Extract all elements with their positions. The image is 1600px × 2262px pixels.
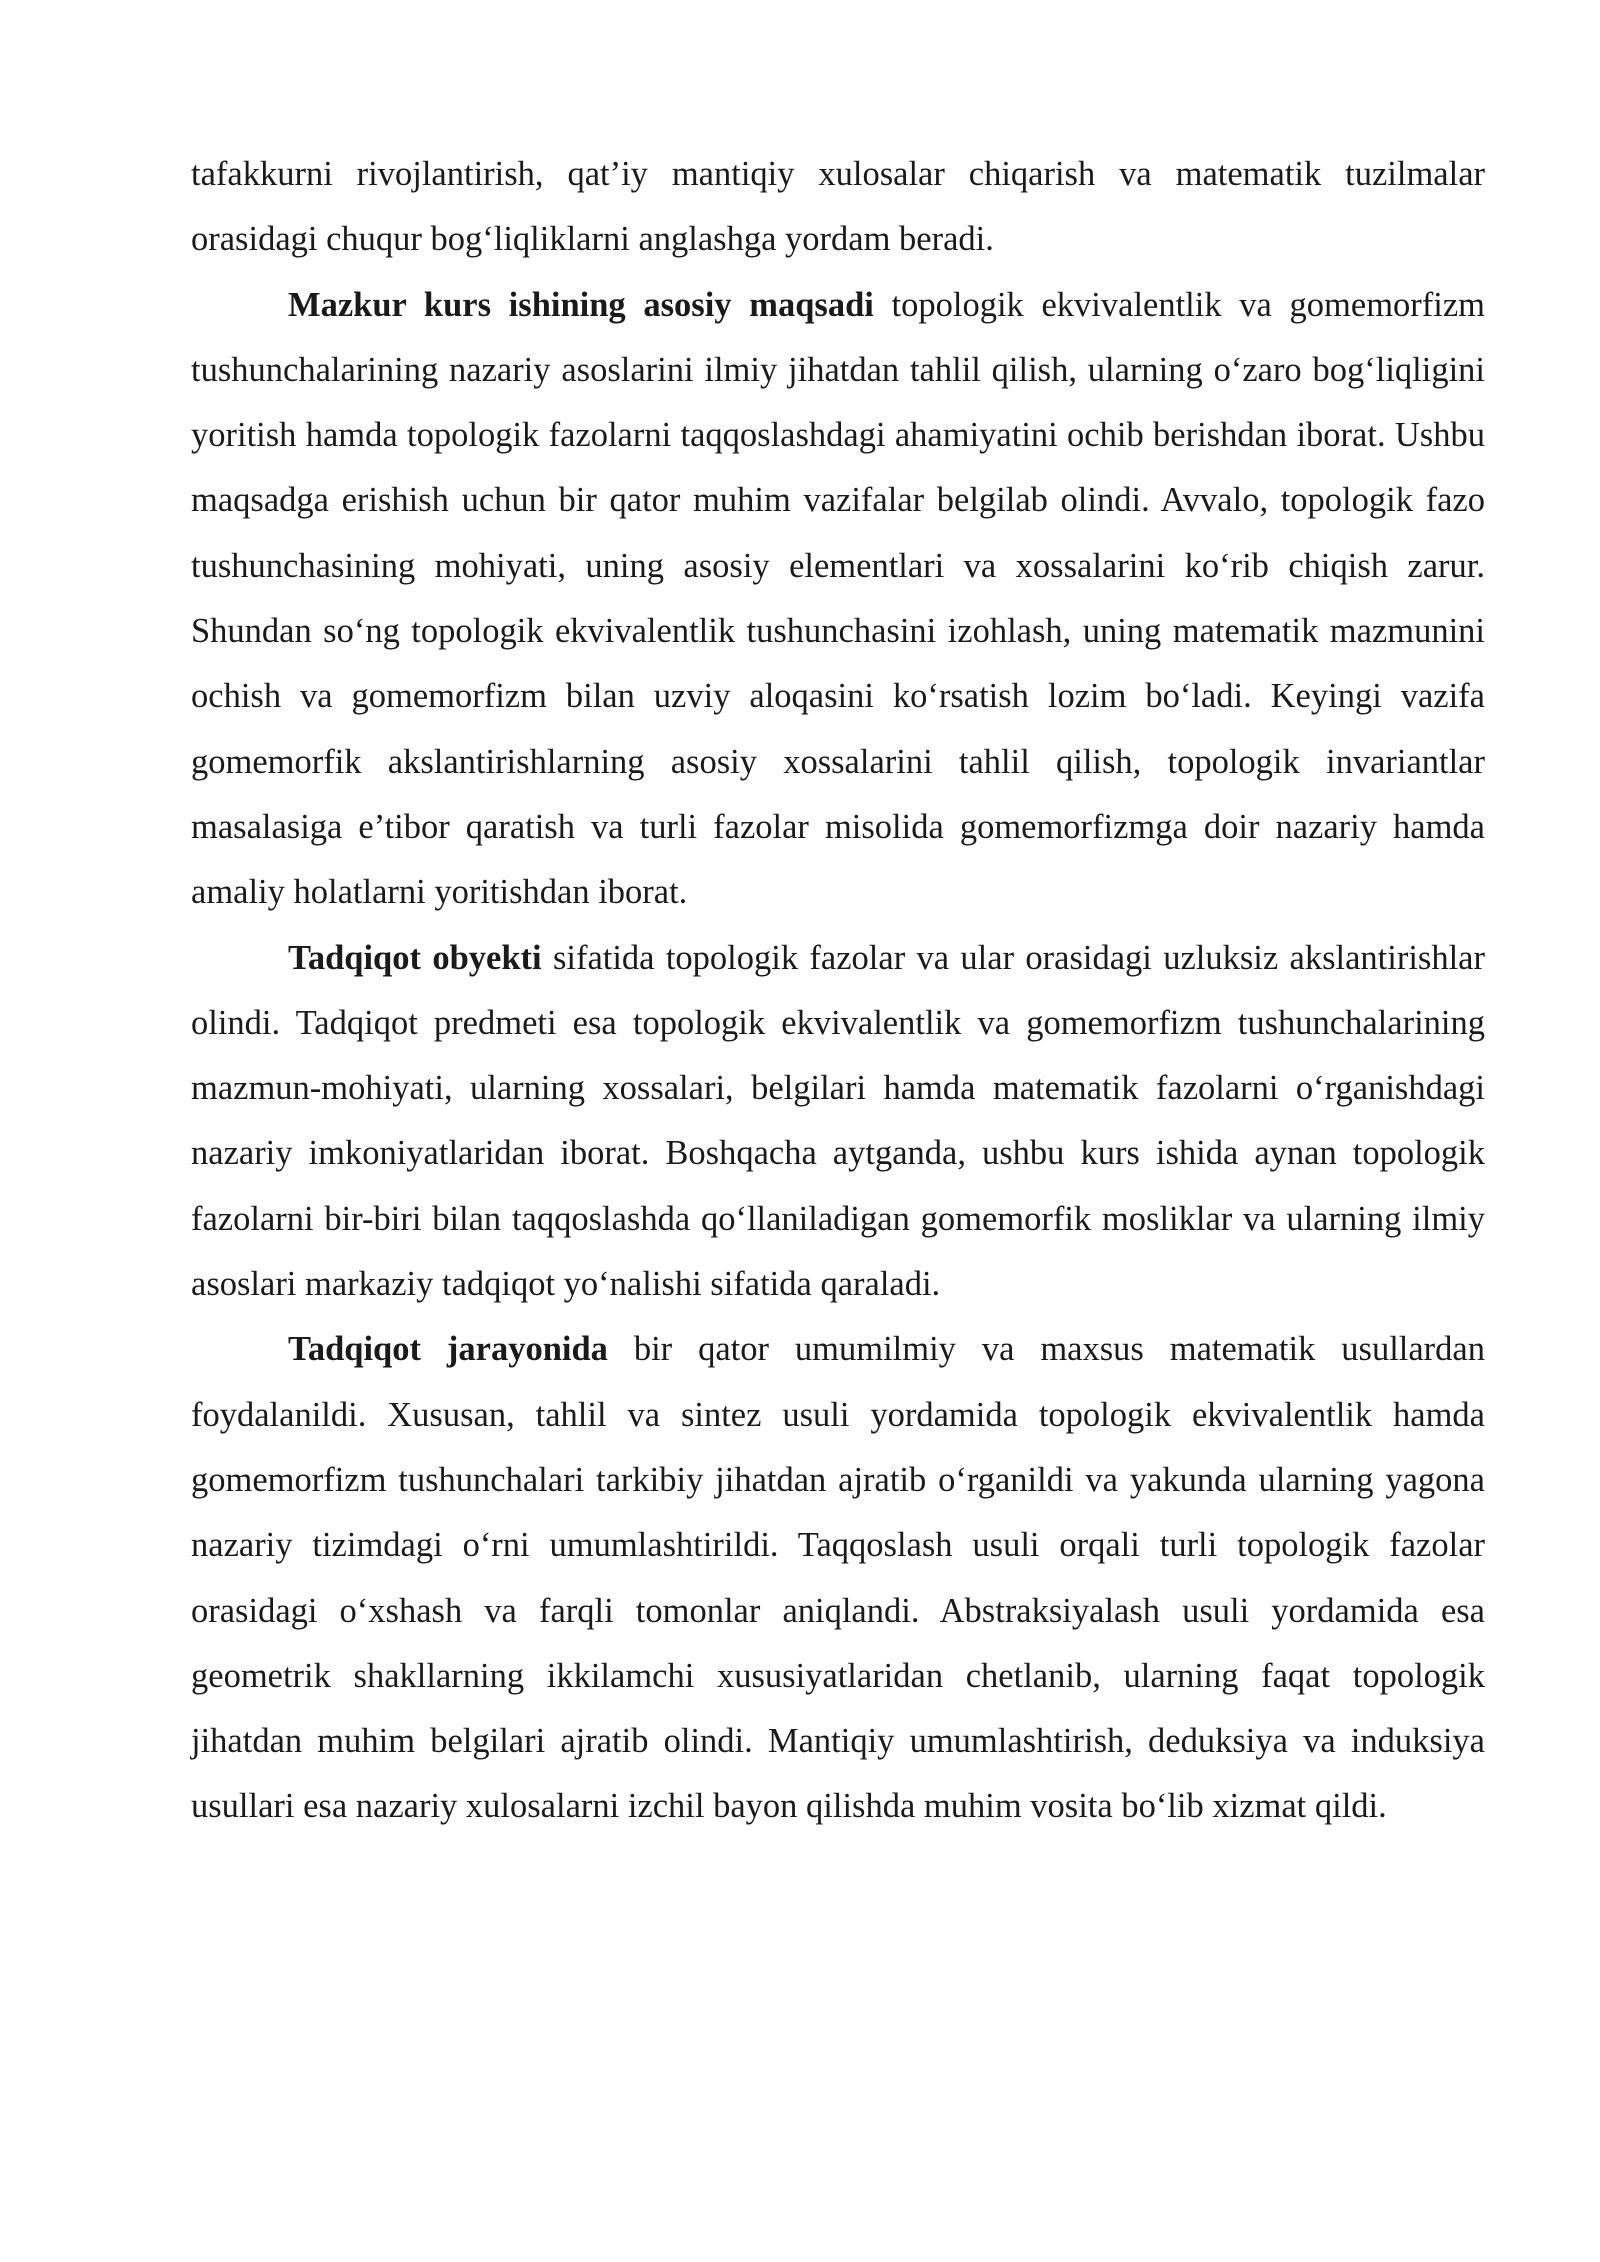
paragraph-text: sifatida topologik fazolar va ular orasidagi uzluksiz akslantirishlar olindi. Tadqiqot predmeti esa topologik ekvivalentlik va gomemorfizm tushunchalarining mazmun-mohiyati, ularning xossalari, belgilari hamda matematik fazolarni o‘rganishdagi nazariy imkoniyatlaridan iborat. Boshqacha aytganda, ushbu kurs ishida aynan topologik fazolarni bir-biri bilan taqqoslashda qo‘llaniladigan gomemorfik mosliklar va ularning ilmiy asoslari markaziy tadqiqot yo‘nalishi sifatida qaraladi.	[191, 938, 1485, 1304]
paragraph-object	[191, 926, 1485, 1318]
paragraph-methods	[191, 1317, 1485, 1839]
document-page	[191, 142, 1485, 1840]
paragraph-text: topologik ekvivalentlik va gomemorfizm tushunchalarining nazariy asoslarini ilmiy jihatdan tahlil qilish, ularning o‘zaro bog‘liqligini yoritish hamda topologik fazolarni taqqoslashdagi ahamiyatini ochib berishdan iborat. Ushbu maqsadga erishish uchun bir qator muhim vazifalar belgilab olindi. Avvalo, topologik fazo tushunchasining mohiyati, uning asosiy elementlari va xossalarini ko‘rib chiqish zarur. Shundan so‘ng topologik ekvivalentlik tushunchasini izohlash, uning matematik mazmunini ochish va gomemorfizm bilan uzviy aloqasini ko‘rsatish lozim bo‘ladi. Keyingi vazifa gomemorfik akslantirishlarning asosiy xossalarini tahlil qilish, topologik invariantlar masalasiga e’tibor qaratish va turli fazolar misolida gomemorfizmga doir nazariy hamda amaliy holatlarni yoritishdan iborat.	[191, 285, 1485, 912]
paragraph-text: tafakkurni rivojlantirish, qat’iy mantiqiy xulosalar chiqarish va matematik tuzilmalar orasidagi chuqur bog‘liqliklarni anglashga yordam beradi.	[191, 155, 1485, 259]
paragraph-text: bir qator umumilmiy va maxsus matematik usullardan foydalanildi. Xususan, tahlil va sintez usuli yordamida topologik ekvivalentlik hamda gomemorfizm tushunchalari tarkibiy jihatdan ajratib o‘rganildi va yakunda ularning yagona nazariy tizimdagi o‘rni umumlashtirildi. Taqqoslash usuli orqali turli topologik fazolar orasidagi o‘xshash va farqli tomonlar aniqlandi. Abstraksiyalash usuli yordamida esa geometrik shakllarning ikkilamchi xususiyatlaridan chetlanib, ularning faqat topologik jihatdan muhim belgilari ajratib olindi. Mantiqiy umumlashtirish, deduksiya va induksiya usullari esa nazariy xulosalarni izchil bayon qilishda muhim vosita bo‘lib xizmat qildi.	[191, 1330, 1485, 1826]
paragraph-lead-bold: Tadqiqot jarayonida	[288, 1330, 608, 1369]
paragraph-continuation	[191, 142, 1485, 273]
paragraph-lead-bold: Mazkur kurs ishining asosiy maqsadi	[288, 285, 874, 324]
paragraph-lead-bold: Tadqiqot obyekti	[288, 938, 542, 977]
paragraph-aim	[191, 273, 1485, 926]
